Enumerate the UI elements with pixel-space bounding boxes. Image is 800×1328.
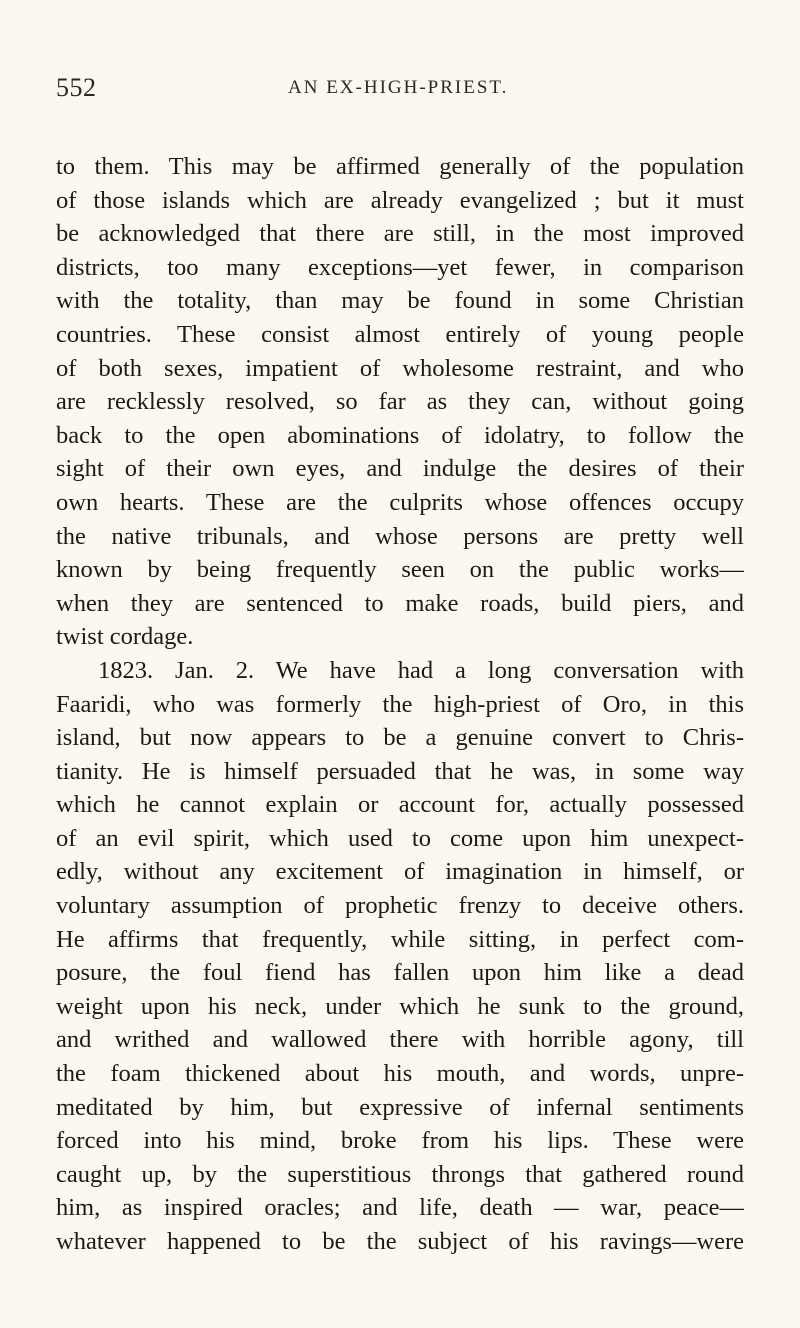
text-line: known by being frequently seen on the public works—: [56, 556, 744, 584]
text-line: the native tribunals, and whose persons are pretty well: [56, 522, 744, 550]
running-head: [56, 68, 744, 108]
body-text: [56, 150, 744, 1259]
text-line: voluntary assumption of prophetic frenzy to deceive others.: [56, 892, 744, 920]
text-line: him, as inspired oracles; and life, death — war, peace—: [56, 1194, 744, 1222]
text-line: posure, the foul fiend has fallen upon him like a dead: [56, 959, 744, 987]
text-line: own hearts. These are the culprits whose offences occupy: [56, 488, 744, 516]
text-line: to them. This may be affirmed generally of the population: [56, 153, 744, 180]
text-line: caught up, by the superstitious throngs that gathered round: [56, 1160, 744, 1188]
text-line: weight upon his neck, under which he sunk to the ground,: [56, 992, 744, 1020]
text-line: tianity. He is himself persuaded that he was, in some way: [56, 757, 744, 785]
text-line: are recklessly resolved, so far as they can, without going: [56, 388, 744, 416]
text-line: forced into his mind, broke from his lips. These were: [56, 1127, 744, 1155]
text-line: twist cordage.: [56, 623, 194, 651]
running-title: AN EX-HIGH-PRIEST.: [288, 77, 509, 98]
text-line: the foam thickened about his mouth, and words, unpre-: [56, 1060, 744, 1088]
text-line: He affirms that frequently, while sitting, in perfect com-: [56, 925, 744, 953]
text-line: when they are sentenced to make roads, build piers, and: [56, 589, 744, 617]
text-line: of those islands which are already evangelized ; but it must: [56, 186, 744, 214]
text-line: edly, without any excitement of imagination in himself, or: [56, 858, 744, 886]
text-line: whatever happened to be the subject of his ravings—were: [56, 1228, 744, 1255]
text-line: back to the open abominations of idolatry, to follow the: [56, 421, 744, 449]
text-line: of an evil spirit, which used to come upon him unexpect-: [56, 824, 744, 852]
text-line: be acknowledged that there are still, in the most improved: [56, 220, 744, 248]
text-line: and writhed and wallowed there with horrible agony, till: [56, 1026, 744, 1054]
text-line: meditated by him, but expressive of infernal sentiments: [56, 1093, 744, 1121]
text-line: districts, too many exceptions—yet fewer, in comparison: [56, 253, 744, 281]
text-line: which he cannot explain or account for, actually possessed: [56, 791, 744, 819]
text-line: Faaridi, who was formerly the high-priest of Oro, in this: [56, 690, 744, 718]
text-line: sight of their own eyes, and indulge the desires of their: [56, 455, 744, 483]
text-line: island, but now appears to be a genuine convert to Chris-: [56, 724, 744, 752]
book-page: [56, 68, 744, 1259]
text-line: with the totality, than may be found in some Christian: [56, 287, 744, 315]
text-line: of both sexes, impatient of wholesome restraint, and who: [56, 354, 744, 382]
page-number: 552: [56, 73, 97, 102]
text-line: 1823. Jan. 2. We have had a long conversation with: [98, 656, 744, 684]
text-line: countries. These consist almost entirely of young people: [56, 320, 744, 348]
